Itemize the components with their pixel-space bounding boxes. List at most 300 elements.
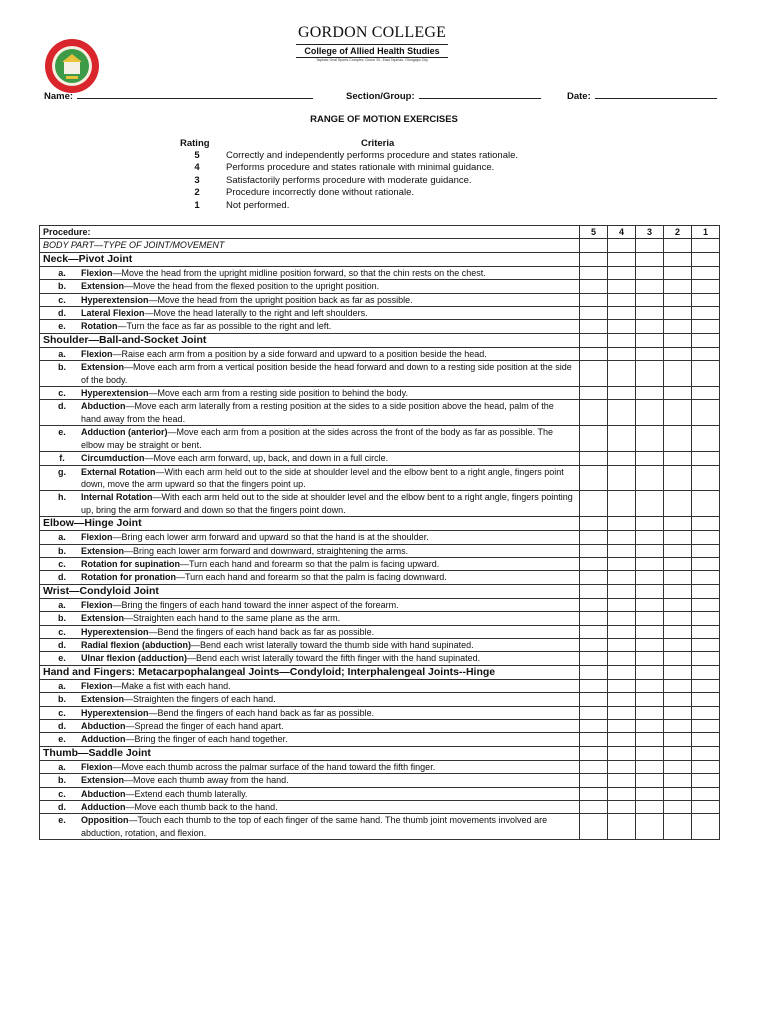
- page-title: RANGE OF MOTION EXERCISES: [310, 114, 458, 125]
- item-letter: d.: [58, 639, 66, 650]
- score-cell[interactable]: [608, 814, 636, 840]
- score-cell[interactable]: [580, 452, 608, 465]
- movement-description: —Straighten the fingers of each hand.: [124, 694, 276, 705]
- score-cell[interactable]: [664, 465, 692, 491]
- score-cell[interactable]: [692, 746, 720, 760]
- score-cell[interactable]: [580, 612, 608, 625]
- score-cell[interactable]: [608, 280, 636, 293]
- date-line[interactable]: [595, 90, 717, 99]
- score-cell[interactable]: [580, 387, 608, 400]
- section-line[interactable]: [419, 90, 541, 99]
- score-cell[interactable]: [692, 760, 720, 773]
- score-cell[interactable]: [608, 787, 636, 800]
- score-cell[interactable]: [580, 293, 608, 306]
- score-cell[interactable]: [692, 517, 720, 531]
- section-title: Wrist—Condyloid Joint: [40, 584, 580, 598]
- section-row: [40, 584, 720, 598]
- item-text: [81, 400, 576, 425]
- procedure-item: [40, 612, 580, 625]
- score-cell[interactable]: [692, 491, 720, 517]
- item-text: [81, 320, 576, 332]
- score-cell[interactable]: [608, 347, 636, 360]
- score-cell[interactable]: [636, 531, 664, 544]
- movement-term: Lateral Flexion: [81, 308, 145, 319]
- score-cell[interactable]: [580, 801, 608, 814]
- score-cell[interactable]: [580, 426, 608, 452]
- procedure-item: [40, 733, 580, 746]
- score-cell[interactable]: [664, 652, 692, 665]
- score-cell[interactable]: [636, 517, 664, 531]
- item-letter: c.: [58, 707, 66, 718]
- score-cell[interactable]: [636, 665, 664, 679]
- score-cell[interactable]: [636, 239, 664, 252]
- score-cell[interactable]: [608, 266, 636, 279]
- score-cell[interactable]: [692, 801, 720, 814]
- item-letter: a.: [58, 680, 66, 691]
- score-cell[interactable]: [580, 706, 608, 719]
- score-cell[interactable]: [636, 452, 664, 465]
- procedure-item: [40, 693, 580, 706]
- score-cell[interactable]: [692, 557, 720, 570]
- section-field[interactable]: [346, 90, 541, 102]
- score-cell[interactable]: [608, 720, 636, 733]
- score-cell[interactable]: [636, 491, 664, 517]
- score-cell[interactable]: [636, 571, 664, 584]
- score-cell[interactable]: [580, 746, 608, 760]
- score-cell[interactable]: [664, 706, 692, 719]
- score-cell[interactable]: [692, 426, 720, 452]
- score-cell[interactable]: [608, 387, 636, 400]
- score-cell[interactable]: [692, 465, 720, 491]
- score-cell[interactable]: [608, 598, 636, 611]
- score-cell[interactable]: [636, 638, 664, 651]
- item-letter: a.: [58, 348, 66, 359]
- score-cell[interactable]: [580, 571, 608, 584]
- score-cell[interactable]: [636, 733, 664, 746]
- score-cell[interactable]: [664, 347, 692, 360]
- score-cell[interactable]: [692, 400, 720, 426]
- score-cell[interactable]: [636, 693, 664, 706]
- movement-term: Hyperextension: [81, 294, 149, 305]
- item-letter: a.: [58, 532, 66, 543]
- score-cell[interactable]: [580, 598, 608, 611]
- score-cell[interactable]: [692, 293, 720, 306]
- score-cell[interactable]: [636, 347, 664, 360]
- score-cell[interactable]: [664, 733, 692, 746]
- score-cell[interactable]: [636, 293, 664, 306]
- score-cell[interactable]: [664, 693, 692, 706]
- score-cell[interactable]: [580, 787, 608, 800]
- score-cell[interactable]: [664, 361, 692, 387]
- item-text: [81, 693, 576, 705]
- procedure-item: [40, 452, 580, 465]
- score-cell[interactable]: [636, 252, 664, 266]
- score-cell[interactable]: [636, 266, 664, 279]
- score-cell[interactable]: [580, 361, 608, 387]
- score-cell[interactable]: [636, 598, 664, 611]
- score-cell[interactable]: [608, 584, 636, 598]
- movement-description: —Turn each hand and forearm so that the palm is facing downward.: [175, 572, 447, 583]
- score-cell[interactable]: [608, 544, 636, 557]
- procedure-item: [40, 320, 580, 333]
- rating-label: Rating: [180, 138, 210, 149]
- college-name: GORDON COLLEGE: [297, 24, 447, 41]
- name-field[interactable]: [44, 90, 313, 102]
- score-cell[interactable]: [580, 491, 608, 517]
- score-cell[interactable]: [664, 598, 692, 611]
- table-row: [40, 625, 720, 638]
- score-cell[interactable]: [664, 280, 692, 293]
- score-cell[interactable]: [664, 814, 692, 840]
- score-cell[interactable]: [636, 557, 664, 570]
- college-address: Tapinac Oval Sports Complex, Donor St., East Tapinac, Olongapo City: [316, 58, 428, 62]
- score-cell[interactable]: [664, 625, 692, 638]
- score-cell[interactable]: [692, 266, 720, 279]
- movement-description: —Bring the finger of each hand together.: [125, 734, 288, 745]
- procedure-item: [40, 638, 580, 651]
- score-cell[interactable]: [664, 638, 692, 651]
- item-letter: c.: [58, 388, 66, 399]
- table-row: [40, 307, 720, 320]
- movement-description: —Move each thumb away from the hand.: [124, 775, 289, 786]
- score-cell[interactable]: [580, 517, 608, 531]
- score-cell[interactable]: [664, 293, 692, 306]
- score-cell[interactable]: [664, 679, 692, 692]
- score-cell[interactable]: [664, 544, 692, 557]
- table-row: [40, 387, 720, 400]
- score-cell[interactable]: [580, 557, 608, 570]
- score-cell[interactable]: [608, 746, 636, 760]
- score-cell[interactable]: [664, 760, 692, 773]
- score-cell[interactable]: [608, 652, 636, 665]
- score-cell[interactable]: [692, 584, 720, 598]
- score-cell[interactable]: [608, 571, 636, 584]
- item-letter: b.: [58, 362, 66, 373]
- score-cell[interactable]: [692, 706, 720, 719]
- score-cell[interactable]: [692, 638, 720, 651]
- score-cell[interactable]: [664, 774, 692, 787]
- rating-criteria: Satisfactorily performs procedure with moderate guidance.: [226, 174, 472, 186]
- item-text: [81, 267, 576, 279]
- procedure-item: [40, 720, 580, 733]
- score-cell[interactable]: [692, 252, 720, 266]
- date-label: Date:: [567, 91, 591, 102]
- score-cell[interactable]: [692, 787, 720, 800]
- item-text: [81, 720, 576, 732]
- score-cell[interactable]: [608, 801, 636, 814]
- score-cell[interactable]: [636, 706, 664, 719]
- date-field[interactable]: [567, 90, 717, 102]
- score-cell[interactable]: [692, 720, 720, 733]
- score-cell[interactable]: [664, 531, 692, 544]
- score-cell[interactable]: [580, 252, 608, 266]
- item-letter: d.: [58, 308, 66, 319]
- score-cell[interactable]: [664, 387, 692, 400]
- score-cell[interactable]: [664, 787, 692, 800]
- rating-number: 2: [194, 187, 200, 199]
- score-cell[interactable]: [664, 491, 692, 517]
- score-cell[interactable]: [580, 693, 608, 706]
- section-row: [40, 665, 720, 679]
- score-cell[interactable]: [664, 252, 692, 266]
- section-label: Section/Group:: [346, 91, 415, 102]
- score-cell[interactable]: [608, 426, 636, 452]
- body-part-row: [40, 239, 720, 252]
- score-cell[interactable]: [636, 280, 664, 293]
- section-title: Thumb—Saddle Joint: [40, 746, 580, 760]
- score-cell[interactable]: [636, 544, 664, 557]
- score-cell[interactable]: [692, 665, 720, 679]
- score-cell[interactable]: [692, 598, 720, 611]
- score-cell[interactable]: [636, 400, 664, 426]
- movement-term: Extension: [81, 613, 125, 624]
- score-cell[interactable]: [608, 665, 636, 679]
- procedure-item: [40, 465, 580, 491]
- procedure-item: [40, 400, 580, 426]
- score-cell[interactable]: [692, 774, 720, 787]
- score-cell[interactable]: [580, 814, 608, 840]
- table-row: [40, 465, 720, 491]
- score-cell[interactable]: [636, 814, 664, 840]
- score-cell[interactable]: [664, 426, 692, 452]
- movement-term: Hyperextension: [81, 707, 149, 718]
- procedure-item: [40, 307, 580, 320]
- movement-term: Adduction: [81, 734, 126, 745]
- score-cell[interactable]: [608, 333, 636, 347]
- procedure-item: [40, 652, 580, 665]
- movement-term: Extension: [81, 694, 125, 705]
- score-cell[interactable]: [580, 584, 608, 598]
- score-cell[interactable]: [692, 544, 720, 557]
- score-cell[interactable]: [636, 787, 664, 800]
- table-row: [40, 720, 720, 733]
- score-cell[interactable]: [580, 760, 608, 773]
- score-cell[interactable]: [636, 387, 664, 400]
- score-cell[interactable]: [664, 320, 692, 333]
- score-cell[interactable]: [608, 638, 636, 651]
- score-cell[interactable]: [692, 452, 720, 465]
- score-cell[interactable]: [608, 612, 636, 625]
- item-letter: d.: [58, 721, 66, 731]
- score-cell[interactable]: [664, 266, 692, 279]
- procedure-item: [40, 706, 580, 719]
- score-cell[interactable]: [692, 625, 720, 638]
- score-cell[interactable]: [608, 733, 636, 746]
- movement-term: Internal Rotation: [81, 492, 153, 503]
- score-cell[interactable]: [608, 531, 636, 544]
- score-cell[interactable]: [692, 361, 720, 387]
- rating-criteria: Not performed.: [226, 199, 290, 211]
- procedure-item: [40, 293, 580, 306]
- score-cell[interactable]: [608, 706, 636, 719]
- score-cell[interactable]: [664, 612, 692, 625]
- score-cell[interactable]: [580, 320, 608, 333]
- score-cell[interactable]: [580, 239, 608, 252]
- score-cell[interactable]: [608, 293, 636, 306]
- score-cell[interactable]: [692, 733, 720, 746]
- score-cell[interactable]: [636, 720, 664, 733]
- score-cell[interactable]: [664, 665, 692, 679]
- section-title: Neck—Pivot Joint: [40, 252, 580, 266]
- table-row: [40, 693, 720, 706]
- score-cell[interactable]: [636, 801, 664, 814]
- movement-term: Flexion: [81, 761, 113, 772]
- movement-description: —Bend the fingers of each hand back as far as possible.: [148, 707, 375, 718]
- name-line[interactable]: [77, 90, 313, 99]
- score-cell[interactable]: [664, 239, 692, 252]
- movement-description: —Touch each thumb to the top of each finger of the same hand. The thumb joint movements involved are abduction, rotation, and flexion.: [81, 815, 548, 838]
- item-text: [81, 348, 576, 360]
- score-cell[interactable]: [692, 347, 720, 360]
- score-cell[interactable]: [580, 400, 608, 426]
- score-cell[interactable]: [580, 544, 608, 557]
- score-cell[interactable]: [580, 720, 608, 733]
- score-header: 4: [608, 226, 636, 239]
- score-cell[interactable]: [580, 665, 608, 679]
- movement-description: —With each arm held out to the side at shoulder level and the elbow bent to a right angle, fingers point down, move the arm upward so that the fingers point up.: [81, 466, 564, 489]
- score-cell[interactable]: [580, 733, 608, 746]
- score-cell[interactable]: [664, 557, 692, 570]
- score-cell[interactable]: [692, 387, 720, 400]
- score-cell[interactable]: [636, 426, 664, 452]
- score-cell[interactable]: [692, 239, 720, 252]
- score-cell[interactable]: [636, 746, 664, 760]
- score-cell[interactable]: [636, 465, 664, 491]
- score-cell[interactable]: [692, 652, 720, 665]
- table-row: [40, 361, 720, 387]
- score-cell[interactable]: [608, 239, 636, 252]
- movement-term: Ulnar flexion (adduction): [81, 653, 188, 664]
- procedure-item: [40, 814, 580, 840]
- table-row: [40, 347, 720, 360]
- score-cell[interactable]: [608, 252, 636, 266]
- table-row: [40, 557, 720, 570]
- movement-term: Hyperextension: [81, 626, 149, 637]
- movement-term: Flexion: [81, 680, 113, 691]
- score-cell[interactable]: [580, 465, 608, 491]
- score-cell[interactable]: [636, 333, 664, 347]
- score-cell[interactable]: [636, 584, 664, 598]
- score-cell[interactable]: [692, 320, 720, 333]
- score-cell[interactable]: [636, 320, 664, 333]
- score-cell[interactable]: [636, 652, 664, 665]
- score-cell[interactable]: [636, 774, 664, 787]
- score-cell[interactable]: [608, 774, 636, 787]
- movement-description: —With each arm held out to the side at shoulder level and the elbow bent to a right angle, fingers pointing up, bring the arm forward and down so that the fingers point down.: [81, 492, 573, 515]
- movement-term: Extension: [81, 362, 125, 373]
- score-cell[interactable]: [636, 361, 664, 387]
- score-cell[interactable]: [692, 612, 720, 625]
- movement-term: External Rotation: [81, 466, 156, 477]
- score-cell[interactable]: [664, 571, 692, 584]
- score-cell[interactable]: [608, 557, 636, 570]
- movement-description: —Move each thumb back to the hand.: [125, 802, 278, 813]
- score-cell[interactable]: [636, 760, 664, 773]
- score-cell[interactable]: [608, 693, 636, 706]
- section-row: [40, 746, 720, 760]
- movement-term: Rotation: [81, 321, 118, 332]
- score-cell[interactable]: [608, 760, 636, 773]
- procedure-item: [40, 598, 580, 611]
- score-cell[interactable]: [580, 266, 608, 279]
- item-letter: b.: [58, 281, 66, 292]
- score-cell[interactable]: [692, 693, 720, 706]
- score-cell[interactable]: [608, 307, 636, 320]
- score-cell[interactable]: [580, 652, 608, 665]
- score-cell[interactable]: [636, 612, 664, 625]
- score-cell[interactable]: [580, 774, 608, 787]
- score-cell[interactable]: [580, 638, 608, 651]
- score-cell[interactable]: [608, 491, 636, 517]
- score-cell[interactable]: [580, 307, 608, 320]
- score-cell[interactable]: [692, 571, 720, 584]
- score-cell[interactable]: [608, 625, 636, 638]
- score-cell[interactable]: [664, 307, 692, 320]
- score-cell[interactable]: [636, 679, 664, 692]
- score-header: 5: [580, 226, 608, 239]
- score-cell[interactable]: [608, 465, 636, 491]
- item-text: [81, 707, 576, 719]
- score-cell[interactable]: [692, 531, 720, 544]
- score-cell[interactable]: [580, 333, 608, 347]
- score-cell[interactable]: [580, 625, 608, 638]
- procedure-item: [40, 491, 580, 517]
- score-cell[interactable]: [664, 400, 692, 426]
- movement-term: Adduction (anterior): [81, 427, 168, 438]
- score-cell[interactable]: [636, 307, 664, 320]
- procedure-item: [40, 361, 580, 387]
- item-text: [81, 652, 576, 664]
- score-cell[interactable]: [664, 720, 692, 733]
- item-letter: f.: [59, 453, 65, 464]
- score-cell[interactable]: [664, 584, 692, 598]
- table-row: [40, 774, 720, 787]
- table-row: [40, 801, 720, 814]
- score-cell[interactable]: [692, 307, 720, 320]
- procedure-item: [40, 557, 580, 570]
- score-cell[interactable]: [608, 361, 636, 387]
- item-text: [81, 531, 576, 543]
- score-cell[interactable]: [636, 625, 664, 638]
- score-cell[interactable]: [664, 333, 692, 347]
- score-cell[interactable]: [580, 679, 608, 692]
- score-cell[interactable]: [692, 333, 720, 347]
- score-cell[interactable]: [608, 679, 636, 692]
- score-cell[interactable]: [608, 452, 636, 465]
- item-letter: b.: [58, 694, 66, 705]
- score-cell[interactable]: [664, 801, 692, 814]
- score-cell[interactable]: [580, 280, 608, 293]
- score-cell[interactable]: [692, 280, 720, 293]
- score-cell[interactable]: [692, 814, 720, 840]
- item-text: [81, 426, 576, 451]
- name-label: Name:: [44, 91, 74, 102]
- section-title: Hand and Fingers: Metacarpophalangeal Joints—Condyloid; Interphalengeal Joints--Hinge: [40, 665, 580, 679]
- score-cell[interactable]: [692, 679, 720, 692]
- score-cell[interactable]: [580, 531, 608, 544]
- movement-term: Flexion: [81, 532, 113, 543]
- score-cell[interactable]: [608, 320, 636, 333]
- score-cell[interactable]: [608, 517, 636, 531]
- score-cell[interactable]: [664, 746, 692, 760]
- score-cell[interactable]: [608, 400, 636, 426]
- item-text: [81, 545, 576, 557]
- table-row: [40, 679, 720, 692]
- score-cell[interactable]: [664, 452, 692, 465]
- score-cell[interactable]: [664, 517, 692, 531]
- score-cell[interactable]: [580, 347, 608, 360]
- movement-description: —Raise each arm from a position by a side forward and upward to a position beside the head.: [112, 348, 487, 359]
